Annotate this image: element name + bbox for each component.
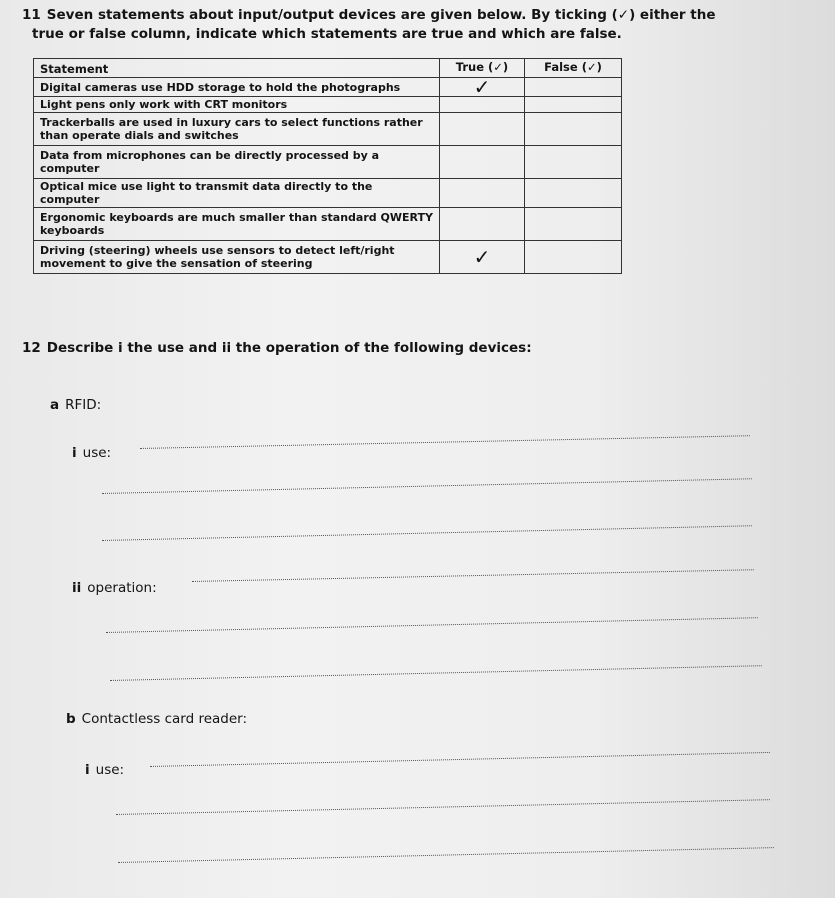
statement-cell: Digital cameras use HDD storage to hold the photographs	[34, 78, 440, 97]
answer-line[interactable]	[110, 665, 762, 681]
part-b-use-label	[85, 762, 124, 778]
true-cell[interactable]: ✓	[440, 241, 525, 274]
answer-line[interactable]	[102, 525, 752, 541]
statement-cell: Ergonomic keyboards are much smaller than standard QWERTY keyboards	[34, 208, 440, 241]
part-a-use-text: use:	[82, 445, 112, 461]
table-row	[34, 78, 622, 97]
part-b-letter: b	[66, 711, 76, 727]
question-12-number: 12	[22, 340, 41, 356]
false-cell[interactable]	[525, 208, 622, 241]
answer-line[interactable]	[118, 847, 774, 863]
part-a-operation-number: ii	[72, 580, 82, 596]
question-12	[22, 340, 532, 356]
table-row	[34, 113, 622, 146]
table-row	[34, 97, 622, 113]
question-11-line-2: true or false column, indicate which statements are true and which are false.	[32, 26, 622, 42]
question-12-prompt: Describe i the use and ii the operation of the following devices:	[46, 340, 532, 356]
statement-cell: Driving (steering) wheels use sensors to detect left/right movement to give the sensation of steering	[34, 241, 440, 274]
true-cell[interactable]	[440, 179, 525, 208]
part-b-use-text: use:	[95, 762, 125, 778]
question-11-line-1: Seven statements about input/output devices are given below. By ticking (✓) either the	[46, 7, 716, 23]
question-11-number: 11	[22, 7, 41, 23]
statement-cell: Optical mice use light to transmit data directly to the computer	[34, 179, 440, 208]
true-cell[interactable]	[440, 146, 525, 179]
statement-cell: Data from microphones can be directly processed by a computer	[34, 146, 440, 179]
table-row	[34, 146, 622, 179]
false-cell[interactable]	[525, 179, 622, 208]
answer-line[interactable]	[102, 478, 752, 494]
false-cell[interactable]	[525, 113, 622, 146]
question-11	[22, 6, 822, 44]
statement-cell: Light pens only work with CRT monitors	[34, 97, 440, 113]
header-false: False (✓)	[525, 59, 622, 78]
part-a-operation-label	[72, 580, 157, 596]
part-b-use-number: i	[85, 762, 90, 778]
table-row	[34, 208, 622, 241]
answer-line[interactable]	[192, 569, 754, 582]
statement-cell: Trackerballs are used in luxury cars to select functions rather than operate dials and switches	[34, 113, 440, 146]
true-cell[interactable]: ✓	[440, 78, 525, 97]
false-cell[interactable]	[525, 146, 622, 179]
answer-line[interactable]	[106, 617, 758, 633]
part-b-title: Contactless card reader:	[81, 711, 248, 727]
part-a-letter: a	[50, 397, 60, 413]
true-cell[interactable]	[440, 208, 525, 241]
header-true: True (✓)	[440, 59, 525, 78]
false-cell[interactable]	[525, 241, 622, 274]
table-header-row	[34, 59, 622, 78]
table-row	[34, 179, 622, 208]
part-a-title: RFID:	[65, 397, 102, 413]
answer-line[interactable]	[140, 435, 750, 449]
header-statement: Statement	[34, 59, 440, 78]
part-a-use-number: i	[72, 445, 77, 461]
part-b-label	[66, 711, 247, 727]
table-row	[34, 241, 622, 274]
false-cell[interactable]	[525, 78, 622, 97]
false-cell[interactable]	[525, 97, 622, 113]
part-a-label	[50, 397, 101, 413]
part-a-operation-text: operation:	[87, 580, 157, 596]
answer-line[interactable]	[150, 752, 770, 767]
true-cell[interactable]	[440, 113, 525, 146]
answer-line[interactable]	[116, 799, 770, 815]
part-a-use-label	[72, 445, 111, 461]
true-false-table	[33, 58, 622, 274]
